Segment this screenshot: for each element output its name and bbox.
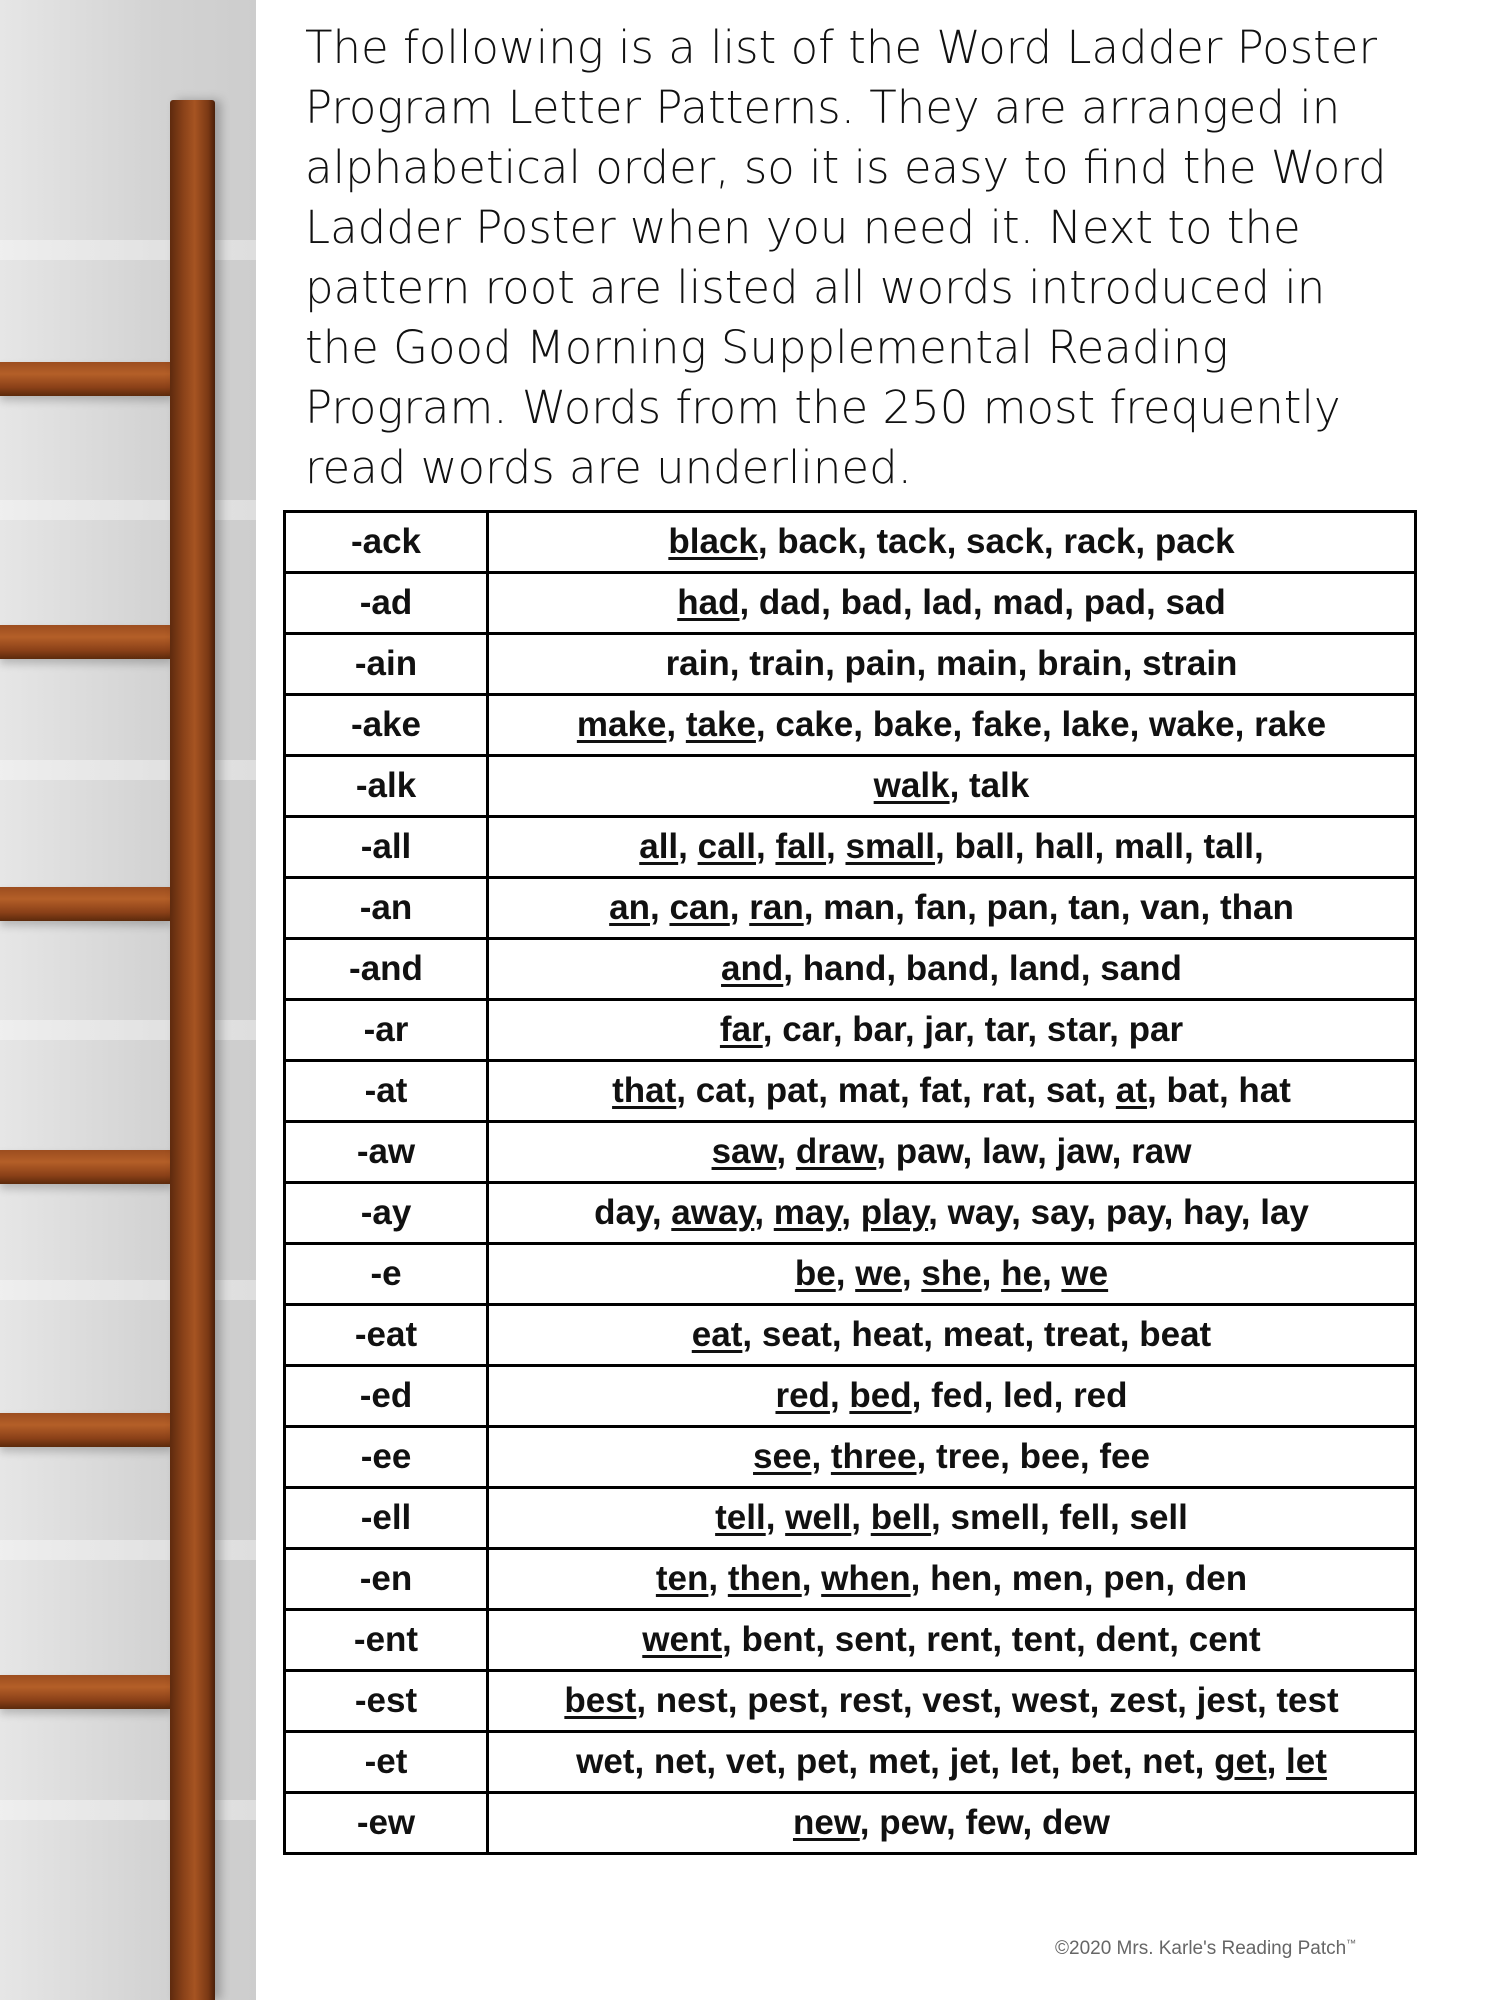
word: fake (971, 705, 1042, 744)
table-row (285, 1549, 1416, 1610)
intro-line: pattern root are listed all words introduced in (305, 261, 1326, 314)
word: tack (876, 522, 947, 561)
word: red (1073, 1376, 1128, 1415)
trademark-mark: ™ (1346, 1938, 1357, 1950)
word-underlined: bell (870, 1498, 932, 1537)
word: smell (950, 1498, 1040, 1537)
table-row (285, 939, 1416, 1000)
ladder-rail (170, 100, 215, 2000)
word-underlined: all (639, 827, 679, 866)
table-row (285, 512, 1416, 573)
word: fat (919, 1071, 963, 1110)
words-cell: all, call, fall, small, ball, hall, mall, tall, (488, 817, 1416, 878)
word: main (935, 644, 1018, 683)
word-underlined: tell (715, 1498, 766, 1537)
word-underlined: an (609, 888, 651, 927)
pattern-cell: -ar (285, 1000, 488, 1061)
word-underlined: saw (711, 1132, 777, 1171)
pattern-cell: -ake (285, 695, 488, 756)
word-underlined: red (775, 1376, 830, 1415)
words-cell: that, cat, pat, mat, fat, rat, sat, at, bat, hat (488, 1061, 1416, 1122)
word: heat (851, 1315, 924, 1354)
word: sand (1100, 949, 1182, 988)
word: strain (1142, 644, 1238, 683)
table-row (285, 1732, 1416, 1793)
word: day (594, 1193, 652, 1232)
word: zest (1109, 1681, 1178, 1720)
word: rack (1063, 522, 1136, 561)
word: led (1003, 1376, 1054, 1415)
word: rake (1254, 705, 1327, 744)
word: talk (969, 766, 1030, 805)
word: ball (954, 827, 1015, 866)
ladder-rung (0, 1413, 172, 1447)
word: bet (1070, 1742, 1123, 1781)
word-underlined: black (668, 522, 758, 561)
trailing-punctuation: , (1254, 827, 1264, 866)
word: net (1142, 1742, 1195, 1781)
table-row (285, 1122, 1416, 1183)
pattern-cell: -ack (285, 512, 488, 573)
pattern-cell: -eat (285, 1305, 488, 1366)
word-underlined: small (845, 827, 935, 866)
word: hay (1183, 1193, 1241, 1232)
word: car (782, 1010, 833, 1049)
word: treat (1043, 1315, 1120, 1354)
pattern-cell: -ee (285, 1427, 488, 1488)
word: mat (837, 1071, 900, 1110)
table-row (285, 756, 1416, 817)
table-row (285, 1244, 1416, 1305)
word: bee (1019, 1437, 1080, 1476)
copyright-notice (1055, 1938, 1356, 1960)
word: bar (852, 1010, 905, 1049)
table-row (285, 695, 1416, 756)
word-underlined: he (1001, 1254, 1042, 1293)
word: tree (935, 1437, 1001, 1476)
words-cell: far, car, bar, jar, tar, star, par (488, 1000, 1416, 1061)
word: sell (1129, 1498, 1188, 1537)
word: rest (838, 1681, 903, 1720)
pattern-cell: -ew (285, 1793, 488, 1854)
word-underlined: three (830, 1437, 917, 1476)
word: land (1008, 949, 1081, 988)
table-row (285, 1305, 1416, 1366)
words-cell: be, we, she, he, we (488, 1244, 1416, 1305)
word: wet (576, 1742, 635, 1781)
word: cake (775, 705, 854, 744)
word: wake (1149, 705, 1235, 744)
word-underlined: at (1115, 1071, 1147, 1110)
word: tall (1203, 827, 1255, 866)
ladder-rung (0, 887, 172, 921)
word: men (1011, 1559, 1084, 1598)
word: cent (1188, 1620, 1261, 1659)
pattern-cell: -ay (285, 1183, 488, 1244)
word-underlined: call (697, 827, 756, 866)
intro-line: read words are underlined. (305, 441, 912, 494)
words-cell: eat, seat, heat, meat, treat, beat (488, 1305, 1416, 1366)
word-underlined: well (785, 1498, 852, 1537)
words-cell: tell, well, bell, smell, fell, sell (488, 1488, 1416, 1549)
word: west (1011, 1681, 1090, 1720)
word: tent (1011, 1620, 1076, 1659)
table-row (285, 1427, 1416, 1488)
word-underlined: that (612, 1071, 677, 1110)
word: pay (1105, 1193, 1164, 1232)
intro-line: alphabetical order, so it is easy to find the Word (305, 141, 1387, 194)
word: train (749, 644, 826, 683)
table-row (285, 878, 1416, 939)
words-cell: walk, talk (488, 756, 1416, 817)
table-row (285, 634, 1416, 695)
word: rat (981, 1071, 1027, 1110)
word-underlined: bed (849, 1376, 912, 1415)
intro-line: Program Letter Patterns. They are arranged in (305, 81, 1341, 134)
word: mad (992, 583, 1065, 622)
word: lay (1260, 1193, 1309, 1232)
word-underlined: new (792, 1803, 860, 1842)
letter-pattern-table (283, 510, 1417, 1855)
word-underlined: be (794, 1254, 836, 1293)
word: pack (1154, 522, 1235, 561)
word-underlined: may (773, 1193, 842, 1232)
pattern-cell: -at (285, 1061, 488, 1122)
word: say (1030, 1193, 1087, 1232)
table-row (285, 1488, 1416, 1549)
word: nest (655, 1681, 728, 1720)
word: net (653, 1742, 707, 1781)
table-row (285, 1610, 1416, 1671)
word: pain (844, 644, 917, 683)
words-cell: had, dad, bad, lad, mad, pad, sad (488, 573, 1416, 634)
words-cell: see, three, tree, bee, fee (488, 1427, 1416, 1488)
words-cell: ten, then, when, hen, men, pen, den (488, 1549, 1416, 1610)
word: man (823, 888, 896, 927)
word-underlined: see (753, 1437, 812, 1476)
ladder-rung (0, 1150, 172, 1184)
table-row (285, 1366, 1416, 1427)
word: pad (1083, 583, 1146, 622)
word: dew (1041, 1803, 1111, 1842)
table-row (285, 1671, 1416, 1732)
word: way (947, 1193, 1012, 1232)
word: test (1276, 1681, 1339, 1720)
words-cell: saw, draw, paw, law, jaw, raw (488, 1122, 1416, 1183)
pattern-cell: -ad (285, 573, 488, 634)
copyright-text: ©2020 Mrs. Karle's Reading Patch (1055, 1938, 1347, 1959)
word: fed (931, 1376, 984, 1415)
table-row (285, 817, 1416, 878)
word: rain (665, 644, 730, 683)
word: paw (895, 1132, 963, 1171)
word: par (1128, 1010, 1184, 1049)
words-cell: make, take, cake, bake, fake, lake, wake, rake (488, 695, 1416, 756)
word-underlined: let (1286, 1742, 1327, 1781)
intro-line: The following is a list of the Word Ladder Poster (305, 21, 1377, 74)
word: seat (761, 1315, 832, 1354)
word: sent (834, 1620, 907, 1659)
intro-line: Ladder Poster when you need it. Next to the (305, 201, 1301, 254)
word: than (1219, 888, 1294, 927)
word: rent (926, 1620, 993, 1659)
ladder-rung (0, 1675, 172, 1709)
word-underlined: fall (775, 827, 827, 866)
word: den (1184, 1559, 1248, 1598)
word-underlined: went (642, 1620, 722, 1659)
intro-line: the Good Morning Supplemental Reading (305, 321, 1229, 374)
word: bent (741, 1620, 816, 1659)
word: jar (924, 1010, 966, 1049)
word: lake (1061, 705, 1130, 744)
word: bad (840, 583, 903, 622)
word: hall (1034, 827, 1095, 866)
word: fee (1099, 1437, 1150, 1476)
word: bake (872, 705, 953, 744)
word-underlined: walk (873, 766, 950, 805)
word: met (867, 1742, 931, 1781)
word-underlined: ten (655, 1559, 709, 1598)
word: fell (1059, 1498, 1111, 1537)
intro-paragraph (305, 18, 1455, 498)
word: pest (747, 1681, 820, 1720)
word-underlined: far (719, 1010, 763, 1049)
word: jet (949, 1742, 991, 1781)
pattern-cell: -alk (285, 756, 488, 817)
word: dent (1095, 1620, 1170, 1659)
word: sack (966, 522, 1044, 561)
pattern-cell: -an (285, 878, 488, 939)
words-cell: day, away, may, play, way, say, pay, hay, lay (488, 1183, 1416, 1244)
words-cell: new, pew, few, dew (488, 1793, 1416, 1854)
word-underlined: we (1061, 1254, 1109, 1293)
word-underlined: she (921, 1254, 982, 1293)
word-underlined: can (669, 888, 730, 927)
word: sad (1165, 583, 1226, 622)
pattern-cell: -est (285, 1671, 488, 1732)
word-underlined: best (564, 1681, 637, 1720)
pattern-cell: -ell (285, 1488, 488, 1549)
word: pan (986, 888, 1049, 927)
word: brain (1037, 644, 1123, 683)
pattern-cell: -and (285, 939, 488, 1000)
word: lad (922, 583, 973, 622)
word: back (777, 522, 858, 561)
word-underlined: eat (691, 1315, 743, 1354)
word: let (1009, 1742, 1051, 1781)
pattern-cell: -aw (285, 1122, 488, 1183)
word: pen (1103, 1559, 1166, 1598)
words-cell: best, nest, pest, rest, vest, west, zest, jest, test (488, 1671, 1416, 1732)
word: mall (1113, 827, 1184, 866)
word: dad (758, 583, 822, 622)
words-cell: black, back, tack, sack, rack, pack (488, 512, 1416, 573)
word-underlined: and (721, 949, 784, 988)
word: jest (1196, 1681, 1257, 1720)
ladder-rung (0, 625, 172, 659)
word-underlined: take (685, 705, 756, 744)
word: law (981, 1132, 1038, 1171)
word: van (1140, 888, 1201, 927)
word: band (905, 949, 990, 988)
pattern-cell: -e (285, 1244, 488, 1305)
word: sat (1045, 1071, 1097, 1110)
word: hand (802, 949, 887, 988)
words-cell: an, can, ran, man, fan, pan, tan, van, than (488, 878, 1416, 939)
word-underlined: make (576, 705, 667, 744)
pattern-cell: -all (285, 817, 488, 878)
intro-line: Program. Words from the 250 most frequently (305, 381, 1341, 434)
word: pet (795, 1742, 849, 1781)
word: pat (765, 1071, 819, 1110)
table-row (285, 1000, 1416, 1061)
word-underlined: then (727, 1559, 802, 1598)
table-row (285, 1061, 1416, 1122)
word: jaw (1056, 1132, 1112, 1171)
word: fan (914, 888, 968, 927)
word: beat (1139, 1315, 1212, 1354)
word: tar (984, 1010, 1028, 1049)
words-cell: went, bent, sent, rent, tent, dent, cent (488, 1610, 1416, 1671)
word: vest (922, 1681, 993, 1720)
pattern-cell: -et (285, 1732, 488, 1793)
word-underlined: get (1214, 1742, 1267, 1781)
word-underlined: ran (749, 888, 804, 927)
pattern-cell: -ain (285, 634, 488, 695)
table-row (285, 1793, 1416, 1854)
word: star (1046, 1010, 1110, 1049)
word: hat (1238, 1071, 1291, 1110)
ladder-illustration (0, 0, 256, 2000)
table-row (285, 1183, 1416, 1244)
word: cat (695, 1071, 747, 1110)
pattern-cell: -en (285, 1549, 488, 1610)
words-cell: wet, net, vet, pet, met, jet, let, bet, net, get, let (488, 1732, 1416, 1793)
word-underlined: play (860, 1193, 929, 1232)
words-cell: and, hand, band, land, sand (488, 939, 1416, 1000)
word-underlined: we (855, 1254, 902, 1293)
table-row (285, 573, 1416, 634)
word-underlined: away (671, 1193, 755, 1232)
word-underlined: had (677, 583, 740, 622)
word: bat (1166, 1071, 1219, 1110)
word: tan (1068, 888, 1121, 927)
ladder-rung (0, 362, 172, 396)
word: hen (930, 1559, 993, 1598)
word-underlined: draw (795, 1132, 877, 1171)
word: vet (725, 1742, 777, 1781)
words-cell: red, bed, fed, led, red (488, 1366, 1416, 1427)
word: few (965, 1803, 1023, 1842)
word-underlined: when (821, 1559, 911, 1598)
words-cell: rain, train, pain, main, brain, strain (488, 634, 1416, 695)
word: pew (879, 1803, 946, 1842)
pattern-cell: -ent (285, 1610, 488, 1671)
pattern-cell: -ed (285, 1366, 488, 1427)
word: meat (942, 1315, 1025, 1354)
word: raw (1131, 1132, 1192, 1171)
